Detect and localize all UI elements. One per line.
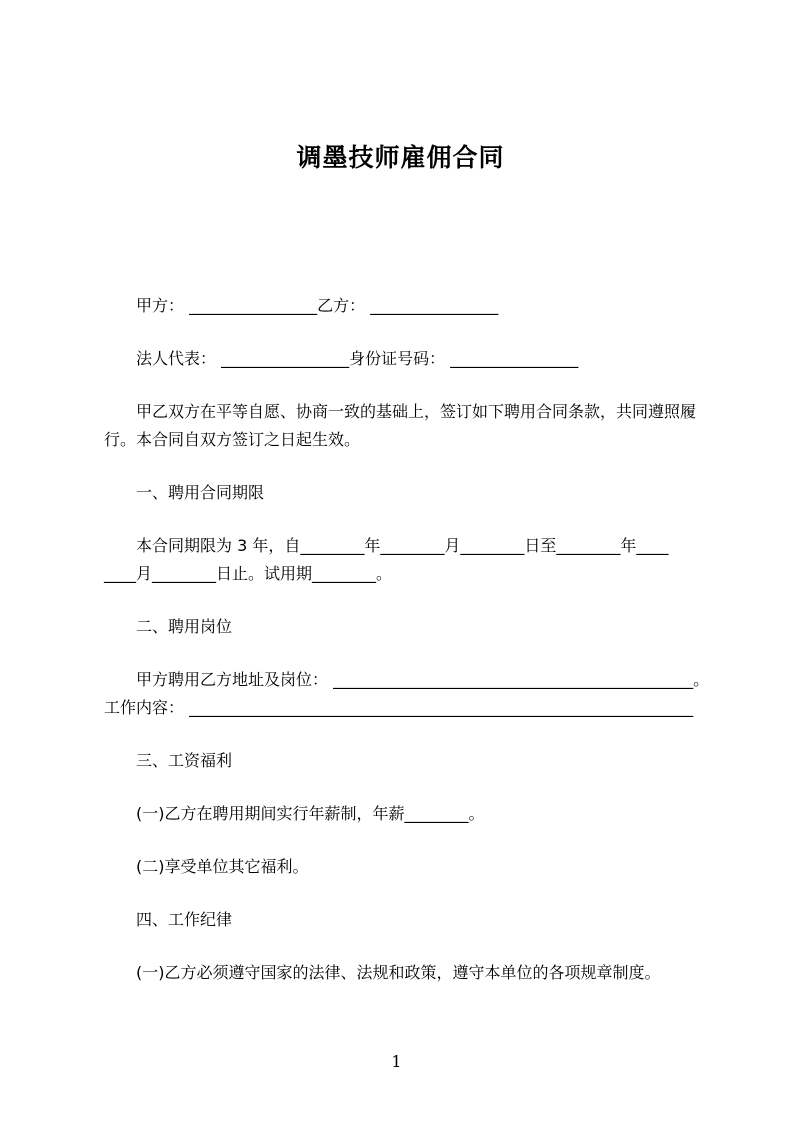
section-2-clause-paragraph: [104, 666, 710, 722]
section-3-heading: 三、工资福利: [136, 751, 233, 770]
intro-line-2: 行。本合同自双方签订之日起生效。: [104, 430, 361, 449]
party-line: [104, 292, 697, 320]
page-number: 1: [391, 1052, 402, 1071]
job-content-line: 工作内容： _______________________________________________________________: [104, 698, 694, 717]
section-4-heading: 四、工作纪律: [136, 910, 233, 929]
section-2-heading: 二、聘用岗位: [136, 617, 233, 636]
contract-term-line-1: 本合同期限为 3 年，自________年________月________日至________年____: [136, 536, 669, 555]
position-address-line: 甲方聘用乙方地址及岗位： _____________________________________________。: [136, 670, 710, 689]
legal-representative-label: 法人代表：: [136, 349, 222, 368]
id-number-blank-field: ________________: [450, 349, 579, 368]
section-2-heading-paragraph: [104, 613, 697, 641]
parties-paragraph: [104, 292, 697, 320]
discipline-line: (一)乙方必须遵守国家的法律、法规和政策，遵守本单位的各项规章制度。: [136, 963, 661, 982]
legal-representative-blank-field: ________________: [221, 349, 350, 368]
document-title: 调墨技师雇佣合同: [296, 143, 505, 172]
section-3-clause-2-paragraph: [104, 853, 697, 881]
benefits-line: (二)享受单位其它福利。: [136, 857, 309, 876]
representative-paragraph: [104, 345, 697, 373]
intro-line-1: 甲乙双方在平等自愿、协商一致的基础上，签订如下聘用合同条款，共同遵照履: [136, 402, 697, 421]
contract-term-line-2: ____月________日止。试用期________。: [104, 564, 393, 583]
representative-line: [104, 345, 697, 373]
party-b-label: 乙方：: [317, 296, 371, 315]
section-1-clause-paragraph: [104, 532, 697, 588]
party-a-blank-field: ________________: [189, 296, 318, 315]
section-3-heading-paragraph: [104, 747, 697, 775]
section-4-heading-paragraph: [104, 906, 697, 934]
section-3-clause-1-paragraph: [104, 800, 697, 828]
section-1-heading-paragraph: [104, 479, 697, 507]
party-b-blank-field: ________________: [370, 296, 499, 315]
section-4-clause-paragraph: [104, 959, 697, 987]
id-number-label: 身份证号码：: [349, 349, 451, 368]
party-a-label: 甲方：: [136, 296, 190, 315]
intro-paragraph: [104, 398, 697, 454]
section-1-heading: 一、聘用合同期限: [136, 483, 265, 502]
annual-salary-line: (一)乙方在聘用期间实行年薪制，年薪________。: [136, 804, 485, 823]
